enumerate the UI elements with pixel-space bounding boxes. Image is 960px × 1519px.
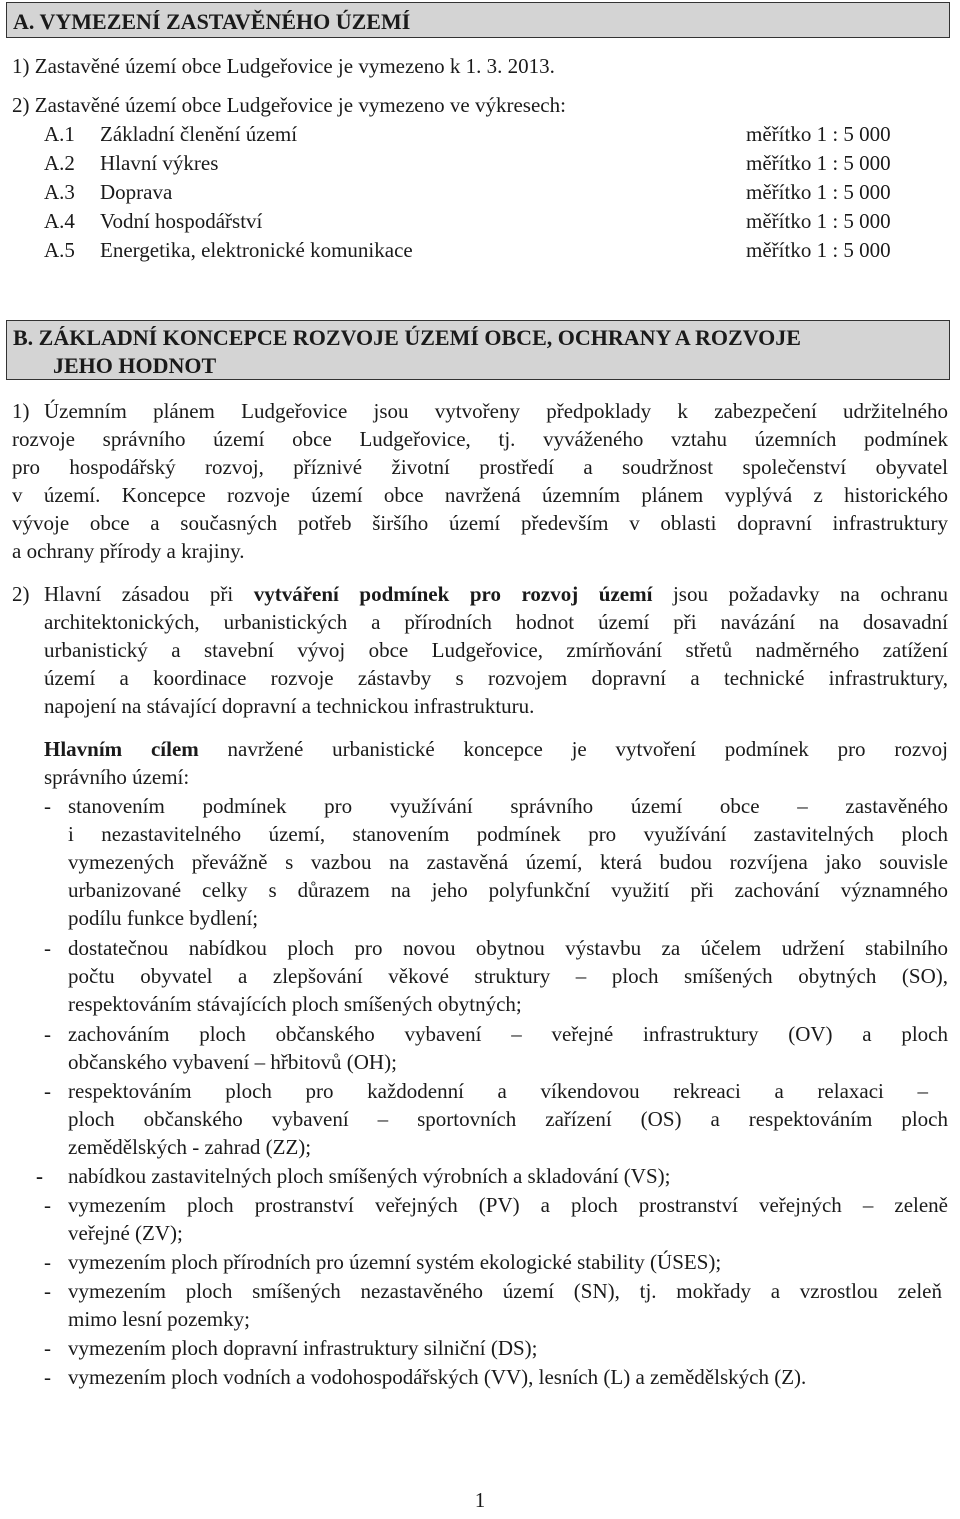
paragraph-line: vývoje obce a současných potřeb širšího území především v oblasti dopravní infrastruktury xyxy=(12,511,948,535)
list-item-line: vymezením ploch prostranství veřejných (PV) a ploch prostranství veřejných – zeleně xyxy=(68,1193,948,1217)
section-a-item-2: 2) Zastavěné území obce Ludgeřovice je vymezeno ve výkresech: xyxy=(12,93,566,117)
dash-marker: - xyxy=(44,1365,51,1389)
paragraph-number: 2) xyxy=(12,582,30,606)
paragraph-line: rozvoje správního území obce Ludgeřovice, tj. vyváženého vztahu územních podmínek xyxy=(12,427,948,451)
page-number: 1 xyxy=(474,1488,486,1512)
drawing-code: A.3 xyxy=(44,180,75,204)
section-a-heading: A. VYMEZENÍ ZASTAVĚNÉHO ÚZEMÍ xyxy=(6,2,950,38)
paragraph-line: pro hospodářský rozvoj, příznivé životní prostředí a soudržnost společenství obyvatel xyxy=(12,455,948,479)
paragraph-line: urbanistický a stavební vývoj obce Ludgeřovice, zmírňování střetů nadměrného zatížení xyxy=(44,638,948,662)
drawing-scale: měřítko 1 : 5 000 xyxy=(746,209,891,233)
dash-marker: - xyxy=(44,1250,51,1274)
list-item-line: respektováním ploch pro každodenní a víkendovou rekreaci a relaxaci – xyxy=(68,1079,928,1103)
drawing-name: Hlavní výkres xyxy=(100,151,219,175)
text-run: navržené urbanistické koncepce je vytvoření podmínek pro rozvoj xyxy=(198,737,948,761)
drawing-name: Doprava xyxy=(100,180,173,204)
list-item-line: respektováním stávajících ploch smíšených obytných; xyxy=(68,992,522,1016)
list-item-line: vymezením ploch vodních a vodohospodářských (VV), lesních (L) a zemědělských (Z). xyxy=(68,1365,807,1389)
paragraph-line: území a koordinace rozvoje zástavby s rozvojem dopravní a technické infrastruktury, xyxy=(44,666,948,690)
dash-marker: - xyxy=(44,1193,51,1217)
bold-run: Hlavním cílem xyxy=(44,737,199,761)
section-b-heading xyxy=(6,320,950,380)
paragraph-line-with-bold xyxy=(44,580,948,608)
list-item-line: dostatečnou nabídkou ploch pro novou obytnou výstavbu za účelem udržení stabilního xyxy=(68,936,948,960)
dash-marker: - xyxy=(44,936,51,960)
list-item-line: i nezastavitelného území, stanovením podmínek pro využívání zastavitelných ploch xyxy=(68,822,948,846)
section-b-heading-line-1: B. ZÁKLADNÍ KONCEPCE ROZVOJE ÚZEMÍ OBCE, OCHRANY A ROZVOJE xyxy=(13,325,801,350)
list-item-line: vymezených převážně s vazbou na zastavěná území, která budou rozvíjena jako souvisle xyxy=(68,850,948,874)
dash-marker: - xyxy=(36,1164,43,1188)
drawing-scale: měřítko 1 : 5 000 xyxy=(746,122,891,146)
goal-line: správního území: xyxy=(44,765,190,789)
drawing-scale: měřítko 1 : 5 000 xyxy=(746,180,891,204)
list-item-line: stanovením podmínek pro využívání správního území obce – zastavěného xyxy=(68,794,948,818)
list-item-line: urbanizované celky s důrazem na jeho polyfunkční využití při zachování významného xyxy=(68,878,948,902)
dash-marker: - xyxy=(44,1336,51,1360)
list-item-line: mimo lesní pozemky; xyxy=(68,1307,250,1331)
list-item-line: vymezením ploch přírodních pro územní systém ekologické stability (ÚSES); xyxy=(68,1250,722,1274)
dash-marker: - xyxy=(44,794,51,818)
drawing-scale: měřítko 1 : 5 000 xyxy=(746,151,891,175)
paragraph-line: a ochrany přírody a krajiny. xyxy=(12,539,245,563)
drawing-code: A.4 xyxy=(44,209,75,233)
drawing-name: Energetika, elektronické komunikace xyxy=(100,238,413,262)
list-item-line: zemědělských - zahrad (ZZ); xyxy=(68,1135,312,1159)
list-item-line: občanského vybavení – hřbitovů (OH); xyxy=(68,1050,397,1074)
paragraph-line: v území. Koncepce rozvoje území obce navržená územním plánem vyplývá z historického xyxy=(12,483,948,507)
drawing-scale: měřítko 1 : 5 000 xyxy=(746,238,891,262)
drawing-code: A.5 xyxy=(44,238,75,262)
list-item-line: veřejné (ZV); xyxy=(68,1221,183,1245)
drawing-code: A.1 xyxy=(44,122,75,146)
list-item-line: počtu obyvatel a zlepšování věkové struktury – ploch smíšených obytných (SO), xyxy=(68,964,948,988)
list-item-line: ploch občanského vybavení – sportovních zařízení (OS) a respektováním ploch xyxy=(68,1107,948,1131)
list-item-line: vymezením ploch smíšených nezastavěného území (SN), tj. mokřady a vzrostlou zeleň xyxy=(68,1279,942,1303)
section-b-heading-line-2: JEHO HODNOT xyxy=(53,353,217,378)
paragraph-line: Územním plánem Ludgeřovice jsou vytvořeny předpoklady k zabezpečení udržitelného xyxy=(44,399,948,423)
section-a-item-1: 1) Zastavěné území obce Ludgeřovice je vymezeno k 1. 3. 2013. xyxy=(12,54,555,78)
list-item-line: podílu funkce bydlení; xyxy=(68,906,259,930)
drawing-name: Základní členění území xyxy=(100,122,298,146)
list-item-line: vymezením ploch dopravní infrastruktury silniční (DS); xyxy=(68,1336,538,1360)
list-item-line: zachováním ploch občanského vybavení – veřejné infrastruktury (OV) a ploch xyxy=(68,1022,948,1046)
dash-marker: - xyxy=(44,1079,51,1103)
bold-run: vytváření podmínek pro rozvoj území xyxy=(253,582,653,606)
paragraph-line: architektonických, urbanistických a přírodních hodnot území při navázání na dosavadní xyxy=(44,610,948,634)
goal-line xyxy=(44,735,948,763)
dash-marker: - xyxy=(44,1279,51,1303)
text-run: Hlavní zásadou při xyxy=(44,582,254,606)
text-run: jsou požadavky na ochranu xyxy=(652,582,948,606)
paragraph-line: napojení na stávající dopravní a technickou infrastrukturu. xyxy=(44,694,535,718)
dash-marker: - xyxy=(44,1022,51,1046)
drawing-name: Vodní hospodářství xyxy=(100,209,263,233)
list-item-line: nabídkou zastavitelných ploch smíšených výrobních a skladování (VS); xyxy=(68,1164,671,1188)
paragraph-number: 1) xyxy=(12,399,30,423)
drawing-code: A.2 xyxy=(44,151,75,175)
